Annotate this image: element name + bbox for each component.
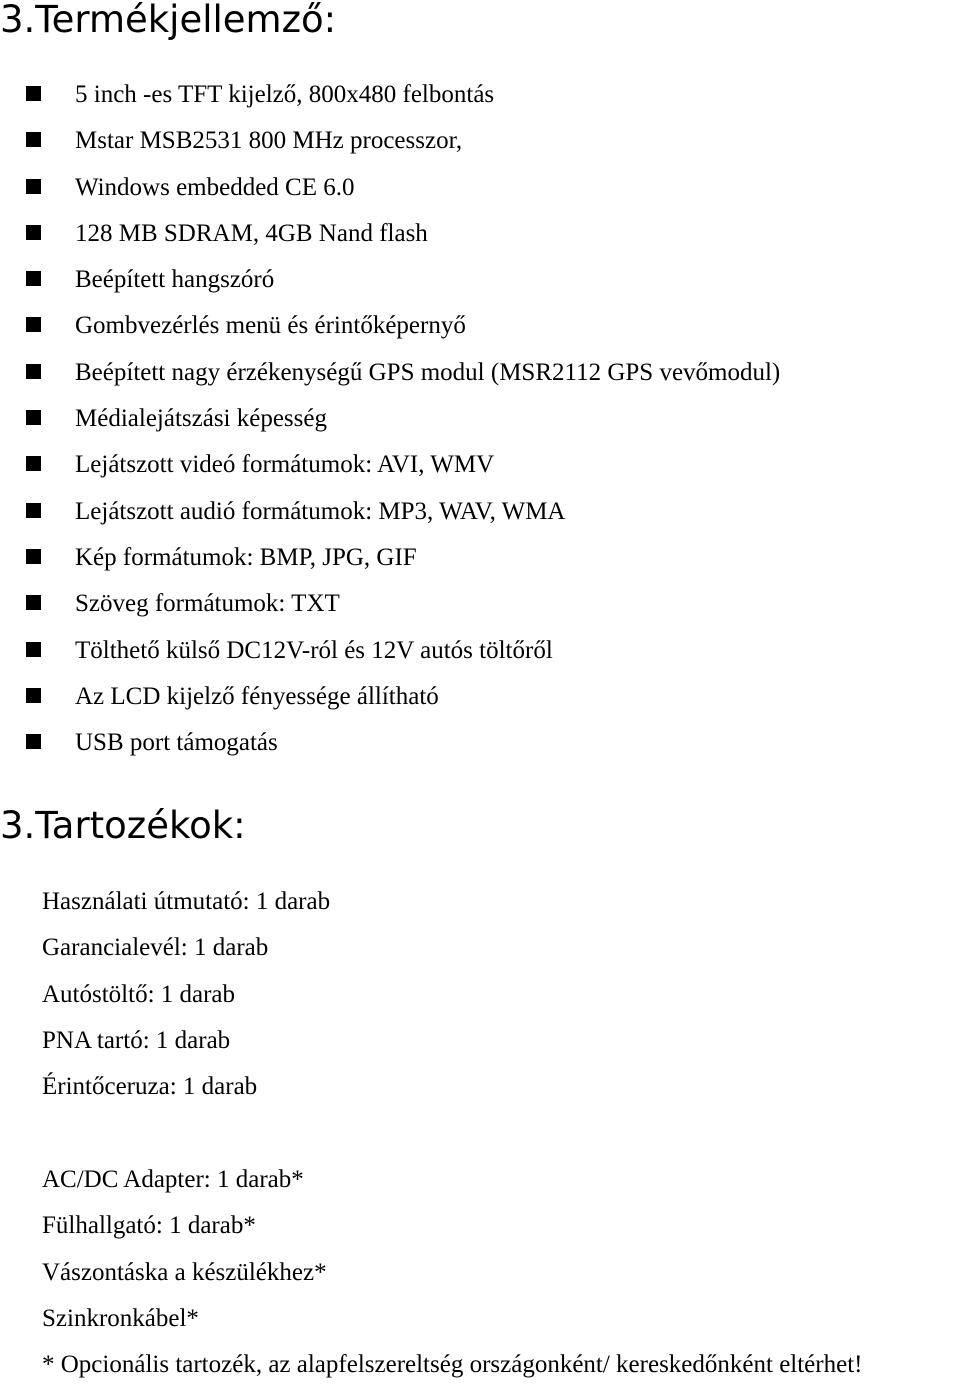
list-item — [0, 628, 960, 674]
feature-text: 5 inch -es TFT kijelző, 800x480 felbontás — [75, 81, 495, 108]
square-bullet-icon — [26, 642, 41, 657]
list-item — [0, 489, 960, 535]
list-item — [0, 165, 960, 211]
feature-text: Szöveg formátumok: TXT — [75, 590, 340, 618]
optional-accessories-list — [42, 1157, 327, 1342]
square-bullet-icon — [26, 317, 41, 332]
list-item: PNA tartó: 1 darab — [42, 1026, 231, 1054]
optional-footnote: * Opcionális tartozék, az alapfelszereltség országonként/ kereskedőnként eltérhet! — [42, 1351, 863, 1378]
list-item — [0, 674, 960, 720]
square-bullet-icon — [26, 132, 41, 147]
square-bullet-icon — [26, 225, 41, 240]
square-bullet-icon — [26, 410, 41, 425]
feature-text: Gombvezérlés menü és érintőképernyő — [75, 312, 466, 340]
square-bullet-icon — [26, 86, 41, 101]
feature-text: Médialejátszási képesség — [75, 405, 327, 433]
list-item — [0, 72, 960, 118]
feature-text: Az LCD kijelző fényessége állítható — [75, 682, 439, 710]
list-item: Vászontáska a készülékhez* — [42, 1258, 327, 1286]
list-item: Autóstöltő: 1 darab — [42, 980, 236, 1008]
list-item — [0, 535, 960, 581]
list-item — [0, 211, 960, 257]
list-item: AC/DC Adapter: 1 darab* — [42, 1166, 304, 1193]
features-list — [0, 72, 960, 766]
feature-text: 128 MB SDRAM, 4GB Nand flash — [75, 219, 428, 247]
list-item — [0, 442, 960, 488]
features-heading: 3.Termékjellemző: — [0, 0, 337, 41]
square-bullet-icon — [26, 595, 41, 610]
square-bullet-icon — [26, 364, 41, 379]
square-bullet-icon — [26, 179, 41, 194]
list-item: Használati útmutató: 1 darab — [42, 888, 331, 915]
list-item: Szinkronkábel* — [42, 1304, 199, 1332]
list-item — [0, 581, 960, 627]
feature-text: Windows embedded CE 6.0 — [75, 173, 355, 201]
list-item — [0, 350, 960, 396]
feature-text: Beépített nagy érzékenységű GPS modul (MSR2112 GPS vevőmodul) — [75, 358, 781, 386]
feature-text: Lejátszott videó formátumok: AVI, WMV — [75, 451, 495, 479]
square-bullet-icon — [26, 456, 41, 471]
list-item — [0, 720, 960, 766]
list-item: Érintőceruza: 1 darab — [42, 1073, 258, 1101]
square-bullet-icon — [26, 688, 41, 703]
standard-accessories-list — [42, 879, 330, 1110]
feature-text: Beépített hangszóró — [75, 266, 275, 294]
square-bullet-icon — [26, 503, 41, 518]
list-item: Garancialevél: 1 darab — [42, 934, 269, 962]
feature-text: Lejátszott audió formátumok: MP3, WAV, WMA — [75, 497, 566, 525]
list-item — [0, 396, 960, 442]
square-bullet-icon — [26, 271, 41, 286]
feature-text: Kép formátumok: BMP, JPG, GIF — [75, 543, 417, 571]
feature-text: Tölthető külső DC12V-ról és 12V autós töltőről — [75, 636, 553, 664]
feature-text: USB port támogatás — [75, 729, 278, 757]
accessories-heading: 3.Tartozékok: — [0, 804, 246, 847]
list-item — [0, 303, 960, 349]
list-item — [0, 257, 960, 303]
list-item: Fülhallgató: 1 darab* — [42, 1212, 256, 1240]
square-bullet-icon — [26, 734, 41, 749]
list-item — [0, 118, 960, 164]
feature-text: Mstar MSB2531 800 MHz processzor, — [75, 127, 463, 155]
square-bullet-icon — [26, 549, 41, 564]
